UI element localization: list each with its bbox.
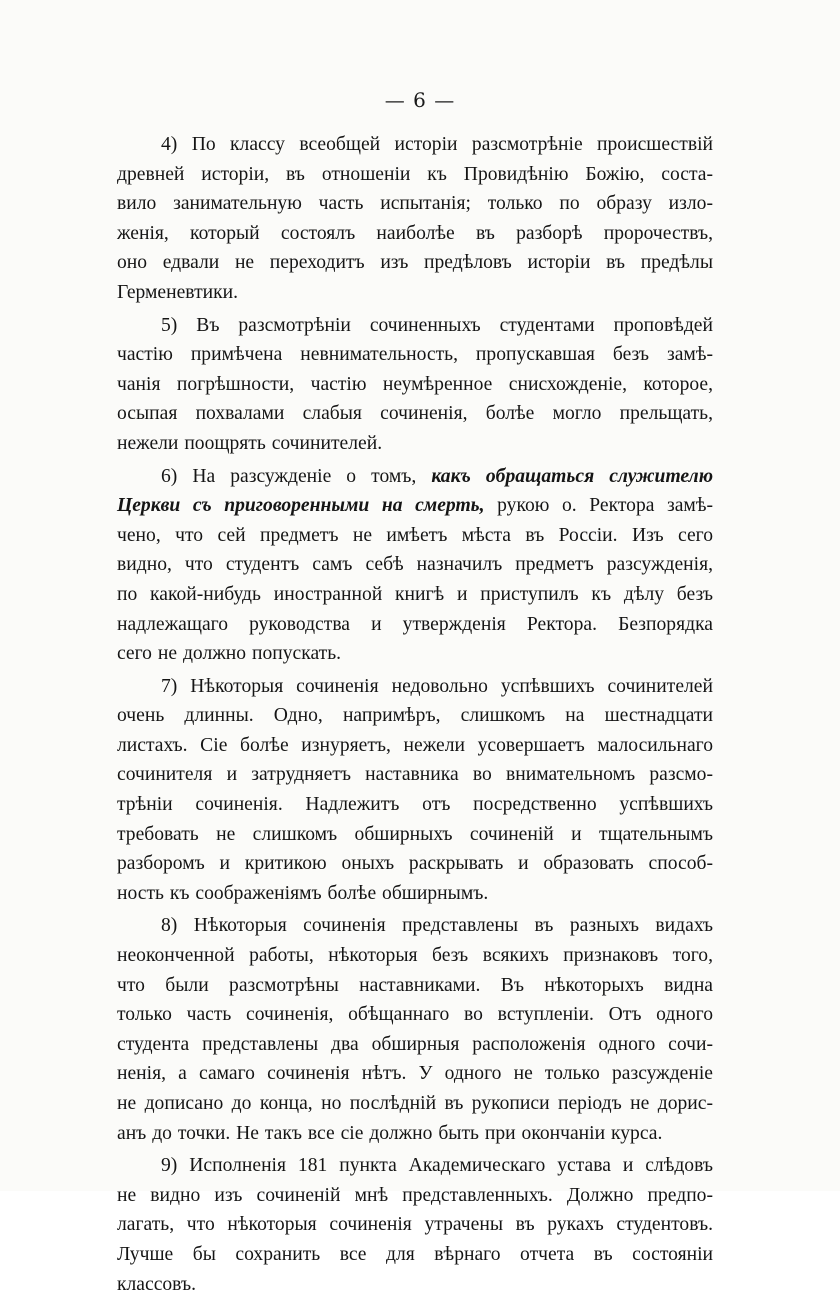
text-line: Герменевтики. [117, 281, 239, 303]
text-line: лагать, что нѣкоторыя сочиненія утрачены въ рукахъ студентовъ. [117, 1214, 713, 1236]
text-line: чено, что сей предметъ не имѣетъ мѣста въ Россіи. Изъ сего [117, 524, 713, 546]
emphasized-text: какъ обращаться служителю [431, 465, 713, 487]
text-line: сего не должно попускать. [117, 643, 342, 665]
text-line: нежели поощрять сочинителей. [117, 432, 383, 454]
paragraph-4 [117, 130, 713, 308]
text-line: сочинителя и затрудняетъ наставника во внимательномъ разсмо- [117, 764, 713, 786]
paragraph-5 [117, 311, 713, 459]
text-line: Лучше бы сохранить все для вѣрнаго отчета въ состояніи [117, 1243, 713, 1265]
paragraph-9 [117, 1151, 713, 1299]
emphasized-text: Церкви съ приговоренными на смерть, [117, 495, 485, 517]
text-line: осыпая похвалами слабыя сочиненія, болѣе могло прельщать, [117, 403, 713, 425]
paragraph-8 [117, 911, 713, 1148]
text-line: что были разсмотрѣны наставниками. Въ нѣкоторыхъ видна [117, 974, 713, 996]
text-line: листахъ. Сіе болѣе изнуряетъ, нежели усовершаетъ малосильнаго [117, 734, 713, 756]
text-line: надлежащаго руководства и утвержденія Ректора. Безпорядка [117, 613, 713, 635]
text-line [117, 462, 713, 492]
text-line: древней исторіи, въ отношеніи къ Провидѣнію Божію, соста- [117, 163, 713, 185]
paragraph-7 [117, 672, 713, 909]
text-line: чанія погрѣшности, частію неумѣренное снисхожденіе, которое, [117, 373, 713, 395]
text-line: 5) Въ разсмотрѣніи сочиненныхъ студентами проповѣдей [161, 314, 713, 336]
text-line: ненія, а самаго сочиненія нѣтъ. У одного не только разсужденіе [117, 1063, 713, 1085]
text-line: не дописано до конца, но послѣдній въ рукописи періодъ не дopис- [117, 1093, 713, 1114]
body-text [117, 130, 713, 1302]
text-line: только часть сочиненія, обѣщаннаго во вступленіи. Отъ одного [117, 1004, 713, 1026]
text-line: 9) Исполненія 181 пункта Академическаго устава и слѣдовъ [161, 1155, 713, 1177]
text-line: анъ до точки. Не такъ все сіе должно быть при окончаніи курса. [117, 1122, 663, 1144]
page-number: — 6 — [384, 88, 456, 112]
text-segment: рукою о. Ректора замѣ- [497, 495, 713, 517]
text-line: 7) Нѣкоторыя сочиненія недовольно успѣвшихъ сочинителей [161, 675, 713, 697]
text-line: по какой-нибудь иностранной книгѣ и приступилъ къ дѣлу безъ [117, 583, 713, 605]
text-line: 8) Нѣкоторыя сочиненія представлены въ разныхъ видахъ [161, 915, 713, 937]
text-line: студента представлены два обширныя расположенія одного сочи- [117, 1033, 713, 1055]
text-line [117, 491, 713, 521]
text-line: видно, что студентъ самъ себѣ назначилъ предметъ разсужденія, [117, 554, 713, 576]
text-line: вило занимательную часть испытанія; только по образу изло- [117, 193, 713, 215]
text-line: требовать не слишкомъ обширныхъ сочиненій и тщательнымъ [117, 823, 713, 845]
text-line: оно едвали не переходитъ изъ предѣловъ исторіи въ предѣлы [117, 252, 713, 274]
text-line: классовъ. [117, 1273, 196, 1295]
text-line: не видно изъ сочиненій мнѣ представленныхъ. Должно предпо- [117, 1184, 713, 1206]
text-line: разборомъ и критикою оныхъ раскрывать и образовать способ- [117, 853, 713, 875]
text-line: очень длинны. Одно, напримѣръ, слишкомъ на шестнадцати [117, 705, 713, 727]
paragraph-6 [117, 462, 713, 669]
text-line: 4) По классу всеобщей исторіи разсмотрѣніе происшествій [161, 134, 713, 155]
text-line: частію примѣчена невнимательность, пропускавшая безъ замѣ- [117, 344, 713, 366]
text-segment: 6) На разсужденіе о томъ, [161, 465, 417, 487]
text-line: трѣніи сочиненія. Надлежитъ отъ посредственно успѣвшихъ [117, 794, 713, 816]
text-line: ность къ соображеніямъ болѣе обширнымъ. [117, 882, 489, 904]
text-line: неоконченной работы, нѣкоторыя безъ всякихъ признаковъ того, [117, 945, 713, 967]
text-line: женія, который состоялъ наиболѣе въ разборѣ пророчествъ, [117, 222, 713, 244]
